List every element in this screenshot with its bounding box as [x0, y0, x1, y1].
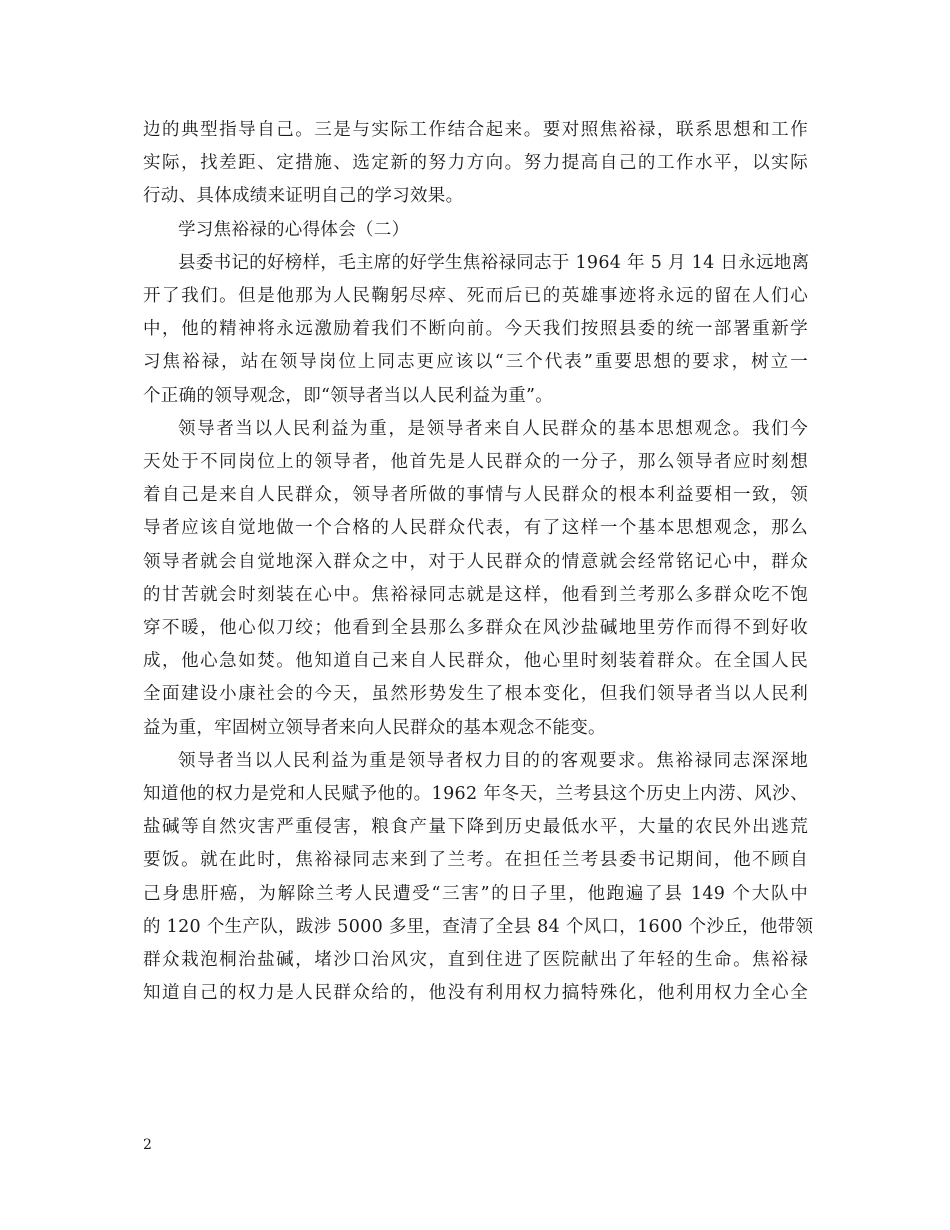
text-line: 成，他心急如焚。他知道自己来自人民群众，他心里时刻装着群众。在全国人民: [143, 651, 808, 672]
text-line: 天处于不同岗位上的领导者，他首先是人民群众的一分子，那么领导者应时刻想: [143, 452, 808, 473]
text-line: 领导者当以人民利益为重，是领导者来自人民群众的基本思想观念。我们今: [178, 418, 808, 439]
text-line: 知道他的权力是党和人民赋予他的。1962 年冬天，兰考县这个历史上内涝、风沙、: [143, 784, 808, 805]
text-line: 穿不暖，他心似刀绞；他看到全县那么多群众在风沙盐碱地里劳作而得不到好收: [143, 618, 808, 639]
text-line: 全面建设小康社会的今天，虽然形势发生了根本变化，但我们领导者当以人民利: [143, 684, 808, 705]
text-line: 个正确的领导观念，即“领导者当以人民利益为重”。: [143, 385, 554, 406]
text-line: 习焦裕禄，站在领导岗位上同志更应该以“三个代表”重要思想的要求，树立一: [143, 352, 808, 373]
text-line: 要饭。就在此时，焦裕禄同志来到了兰考。在担任兰考县委书记期间，他不顾自: [143, 850, 808, 871]
text-line: 群众栽泡桐治盐碱，堵沙口治风灾，直到住进了医院献出了年轻的生命。焦裕禄: [143, 950, 808, 971]
text-line: 中，他的精神将永远激励着我们不断向前。今天我们按照县委的统一部署重新学: [143, 319, 808, 340]
text-line: 学习焦裕禄的心得体会（二）: [178, 219, 410, 240]
text-line: 己身患肝癌，为解除兰考人民遭受“三害”的日子里，他跑遍了县 149 个大队中: [143, 883, 808, 904]
page-number: 2: [143, 1137, 152, 1153]
body-text: [143, 114, 814, 1010]
text-line: 领导者就会自觉地深入群众之中，对于人民群众的情意就会经常铭记心中，群众: [143, 551, 808, 572]
text-line: 知道自己的权力是人民群众给的，他没有利用权力搞特殊化，他利用权力全心全: [143, 983, 808, 1004]
text-line: 领导者当以人民利益为重是领导者权力目的的客观要求。焦裕禄同志深深地: [178, 750, 808, 771]
text-line: 导者应该自觉地做一个合格的人民群众代表，有了这样一个基本思想观念，那么: [143, 518, 808, 539]
text-line: 着自己是来自人民群众，领导者所做的事情与人民群众的根本利益要相一致，领: [143, 485, 808, 506]
text-line: 盐碱等自然灾害严重侵害，粮食产量下降到历史最低水平，大量的农民外出逃荒: [143, 817, 808, 838]
text-line: 开了我们。但是他那为人民鞠躬尽瘁、死而后已的英雄事迹将永远的留在人们心: [143, 286, 808, 307]
text-line: 行动、具体成绩来证明自己的学习效果。: [143, 186, 464, 207]
text-line: 边的典型指导自己。三是与实际工作结合起来。要对照焦裕禄，联系思想和工作: [143, 120, 808, 140]
text-line: 的 120 个生产队，跋涉 5000 多里，查清了全县 84 个风口，1600 个沙丘，他带领: [143, 916, 814, 937]
text-line: 县委书记的好榜样，毛主席的好学生焦裕禄同志于 1964 年 5 月 14 日永远地离: [178, 252, 810, 273]
text-line: 益为重，牢固树立领导者来向人民群众的基本观念不能变。: [143, 717, 606, 738]
text-line: 实际，找差距、定措施、选定新的努力方向。努力提高自己的工作水平，以实际: [143, 153, 808, 174]
text-line: 的甘苦就会时刻装在心中。焦裕禄同志就是这样，他看到兰考那么多群众吃不饱: [143, 584, 808, 605]
